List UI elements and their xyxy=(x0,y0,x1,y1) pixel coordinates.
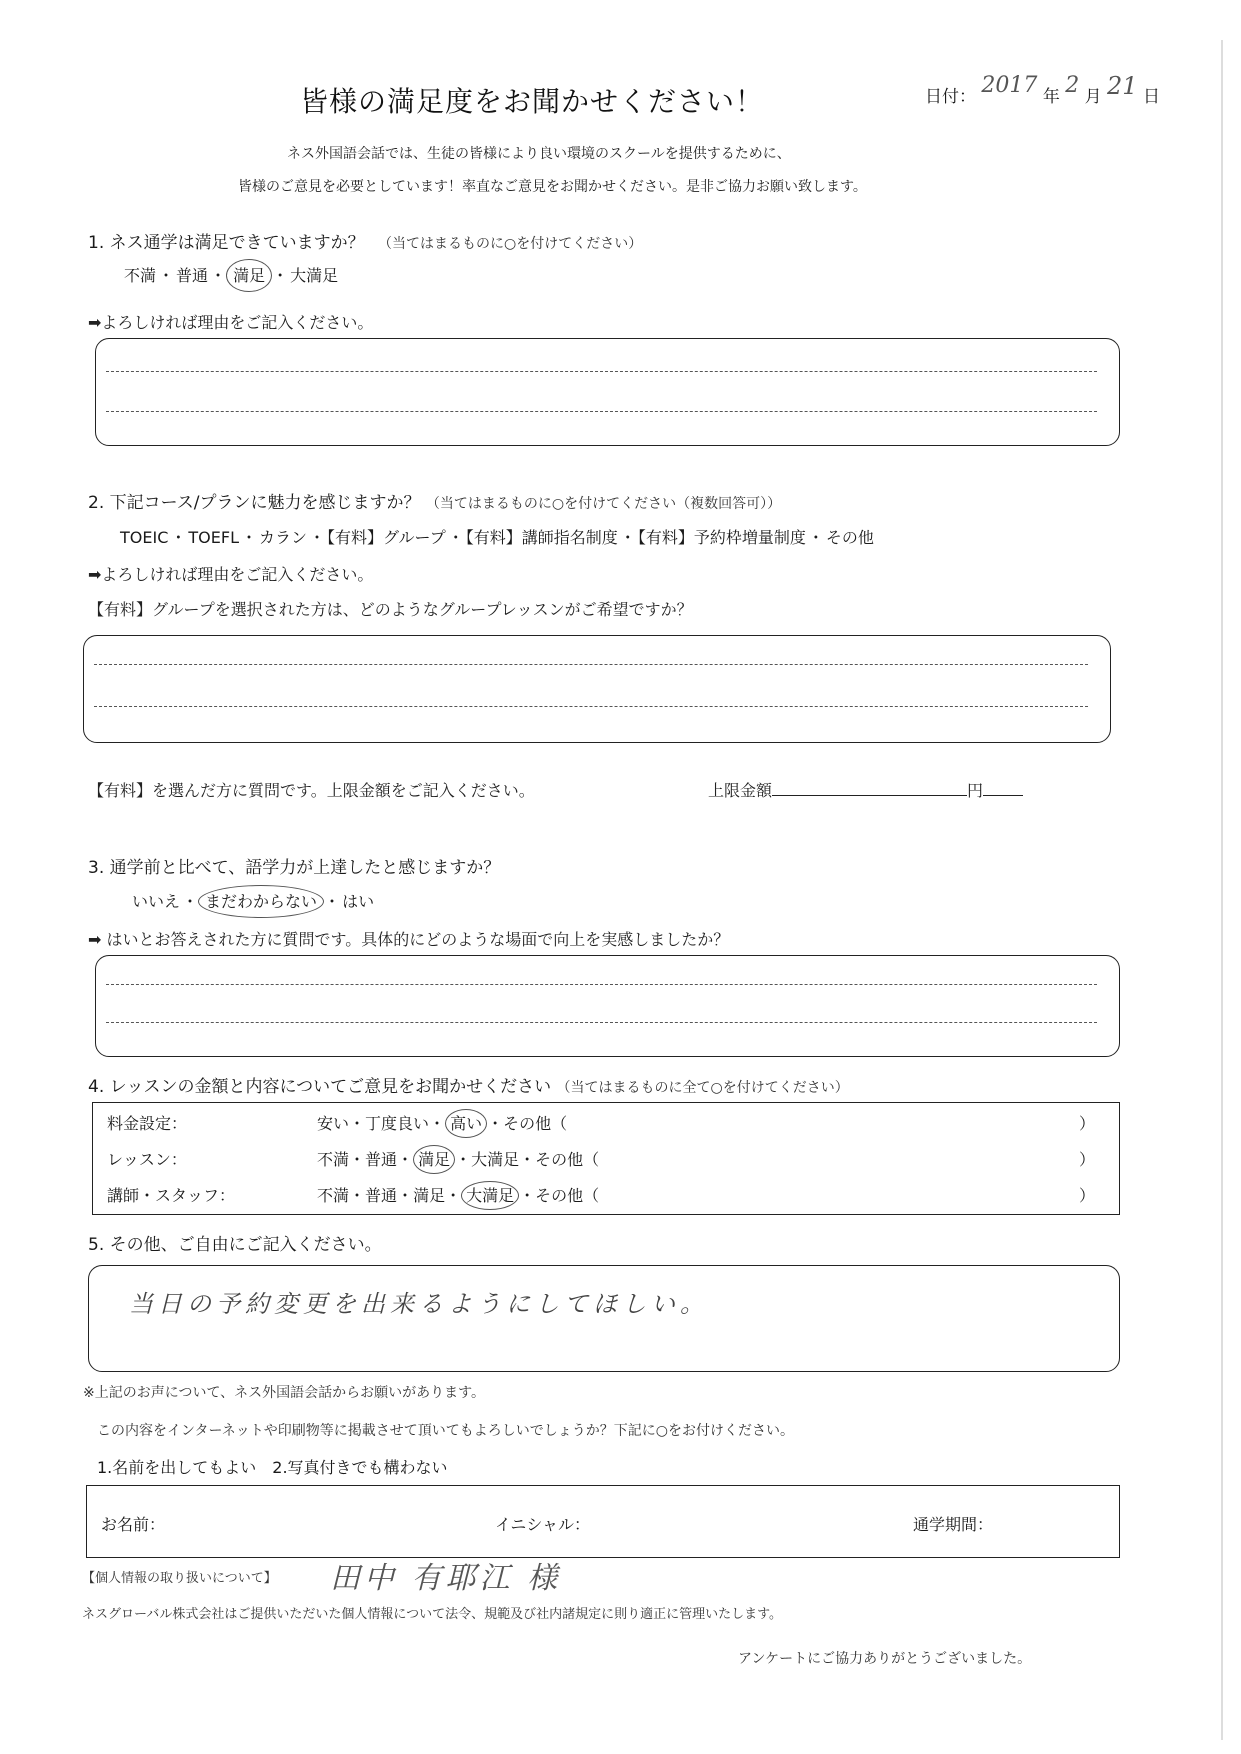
limit-label: 上限金額 xyxy=(708,781,773,800)
month-unit: 月 xyxy=(1084,87,1102,107)
q3-followup: ➡ はいとお答えされた方に質問です。具体的にどのような場面で向上を実感しましたか？ xyxy=(88,930,730,949)
date-label: 日付： xyxy=(925,87,976,107)
q1-question-text: 1. ネス通学は満足できていますか？ xyxy=(88,233,365,253)
separator-dot: ・ xyxy=(519,1150,536,1169)
q2-limit-prompt: 【有料】を選んだ方に質問です。上限金額をご記入ください。 xyxy=(88,781,535,800)
paren-open: （ xyxy=(583,1186,600,1205)
q5-handwritten-answer: 当日の予約変更を出来るようにしてほしい。 xyxy=(129,1290,709,1318)
q4-table xyxy=(92,1102,1120,1215)
separator-dot: ・ xyxy=(349,1186,366,1205)
thanks-text: アンケートにご協力ありがとうございました。 xyxy=(738,1651,1032,1667)
consent-request: この内容をインターネットや印刷物等に掲載させて頂いてもよろしいでしょうか？下記に○をお付けください。 xyxy=(97,1423,794,1439)
date-day[interactable]: 21 xyxy=(1107,72,1138,100)
q4-option[interactable]: 大満足 xyxy=(471,1150,520,1169)
q3-answer-box[interactable] xyxy=(95,955,1120,1057)
q2-question xyxy=(88,488,781,513)
separator-dot: ・ xyxy=(455,1150,472,1169)
q4-option[interactable]: 満足 xyxy=(413,1186,446,1205)
q4-row-label: レッスン： xyxy=(107,1150,187,1169)
q2-option[interactable]: 【有料】予約枠増量制度 xyxy=(637,528,806,547)
scan-edge xyxy=(1221,40,1223,1740)
q4-option[interactable]: 普通 xyxy=(365,1186,398,1205)
q1-question xyxy=(88,228,642,253)
writing-line xyxy=(106,371,1097,372)
separator-dot: ・ xyxy=(519,1186,536,1205)
q4-row xyxy=(107,1147,1105,1170)
separator-dot: ・ xyxy=(397,1150,414,1169)
q4-option-selected[interactable]: 満足 xyxy=(413,1145,455,1174)
q4-option[interactable]: 普通 xyxy=(365,1150,398,1169)
q3-options xyxy=(130,889,376,912)
q4-option[interactable]: その他 xyxy=(535,1150,584,1169)
separator-dot: ・ xyxy=(210,266,227,285)
separator-dot: ・ xyxy=(272,266,289,285)
consent-note: ※上記のお声について、ネス外国語会話からお願いがあります。 xyxy=(83,1385,486,1401)
writing-line xyxy=(94,664,1088,665)
q1-reason-prompt: ➡よろしければ理由をご記入ください。 xyxy=(88,313,374,332)
q2-option[interactable]: 【有料】講師指名制度 xyxy=(465,528,618,547)
q2-reason-box[interactable] xyxy=(83,635,1111,743)
q2-group-prompt: 【有料】グループを選択された方は、どのようなグループレッスンがご希望ですか？ xyxy=(88,600,693,619)
q2-reason-prompt: ➡よろしければ理由をご記入ください。 xyxy=(88,565,374,584)
q2-instruction: （当てはまるものに○を付けてください（複数回答可）） xyxy=(425,496,782,512)
q1-options xyxy=(122,263,340,286)
separator-dot: ・ xyxy=(807,528,824,547)
page-title: 皆様の満足度をお聞かせください！ xyxy=(300,85,765,118)
q1-option[interactable]: 普通 xyxy=(176,266,209,285)
date-field xyxy=(925,72,1160,108)
paren-close: ） xyxy=(1078,1114,1095,1133)
separator-dot: ・ xyxy=(309,528,326,547)
date-month[interactable]: 2 xyxy=(1065,73,1080,98)
q4-option[interactable]: 安い xyxy=(317,1114,350,1133)
separator-dot: ・ xyxy=(447,528,464,547)
initial-label: イニシャル： xyxy=(495,1515,591,1534)
separator-dot: ・ xyxy=(349,1114,366,1133)
separator-dot: ・ xyxy=(487,1114,504,1133)
q4-row-label: 料金設定： xyxy=(107,1114,188,1133)
date-year[interactable]: 2017 xyxy=(981,73,1038,98)
q1-option-selected[interactable]: 満足 xyxy=(226,259,272,292)
q4-question xyxy=(88,1072,849,1097)
q2-options xyxy=(118,525,876,548)
q4-option[interactable]: 不満 xyxy=(317,1150,350,1169)
q2-option[interactable]: カラン xyxy=(259,528,308,547)
separator-dot: ・ xyxy=(170,528,187,547)
handwritten-name: 田中 有耶江 様 xyxy=(330,1561,562,1596)
q1-option[interactable]: 不満 xyxy=(124,266,157,285)
q3-question: 3. 通学前と比べて、語学力が上達したと感じますか？ xyxy=(88,858,501,878)
writing-line xyxy=(94,706,1088,707)
year-unit: 年 xyxy=(1042,87,1060,107)
q3-option[interactable]: はい xyxy=(342,892,375,911)
q4-row xyxy=(107,1111,1105,1134)
q1-option[interactable]: 大満足 xyxy=(290,266,339,285)
separator-dot: ・ xyxy=(619,528,636,547)
name-label: お名前： xyxy=(101,1515,166,1534)
separator-dot: ・ xyxy=(349,1150,366,1169)
q2-option[interactable]: 【有料】グループ xyxy=(327,528,446,547)
q4-option[interactable]: その他 xyxy=(503,1114,552,1133)
separator-dot: ・ xyxy=(429,1114,446,1133)
privacy-text: ネスグローバル株式会社はご提供いただいた個人情報について法令、規範及び社内諸規定に則り適正に管理いたします。 xyxy=(82,1607,783,1622)
q3-option[interactable]: いいえ xyxy=(132,892,181,911)
q2-option[interactable]: TOEFL xyxy=(188,528,239,547)
q4-row-label: 講師・スタッフ： xyxy=(107,1186,236,1205)
writing-line xyxy=(106,1022,1097,1023)
day-unit: 日 xyxy=(1142,87,1160,107)
separator-dot: ・ xyxy=(240,528,257,547)
period-label: 通学期間： xyxy=(913,1515,994,1534)
writing-line xyxy=(106,411,1097,412)
q4-instruction: （当てはまるものに全て○を付けてください） xyxy=(556,1080,849,1096)
q1-instruction: （当てはまるものに○を付けてください） xyxy=(378,236,643,252)
q5-answer-box[interactable] xyxy=(88,1265,1120,1372)
separator-dot: ・ xyxy=(182,892,199,911)
paren-close: ） xyxy=(1078,1150,1095,1169)
q2-option[interactable]: その他 xyxy=(825,528,874,547)
q2-question-text: 2. 下記コース/プランに魅力を感じますか？ xyxy=(88,493,421,513)
q4-row xyxy=(107,1183,1105,1206)
q3-option-selected[interactable]: まだわからない xyxy=(198,885,324,918)
q5-question: 5. その他、ご自由にご記入ください。 xyxy=(88,1235,382,1255)
q2-limit-field xyxy=(708,778,1023,801)
q4-option-selected[interactable]: 大満足 xyxy=(461,1181,519,1210)
q1-reason-box[interactable] xyxy=(95,338,1120,446)
q4-option-selected[interactable]: 高い xyxy=(445,1109,487,1138)
limit-input[interactable] xyxy=(772,781,967,796)
q4-option[interactable]: その他 xyxy=(535,1186,584,1205)
q4-option[interactable]: 不満 xyxy=(317,1186,350,1205)
limit-underline-tail xyxy=(983,781,1023,796)
limit-unit: 円 xyxy=(967,781,984,800)
privacy-heading: 【個人情報の取り扱いについて】 xyxy=(82,1571,277,1586)
separator-dot: ・ xyxy=(397,1186,414,1205)
intro-line-1: ネス外国語会話では、生徒の皆様により良い環境のスクールを提供するために、 xyxy=(287,146,791,162)
paren-open: （ xyxy=(583,1150,600,1169)
consent-options[interactable]: 1.名前を出してもよい 2.写真付きでも構わない xyxy=(97,1458,448,1477)
separator-dot: ・ xyxy=(324,892,341,911)
q2-option[interactable]: TOEIC xyxy=(120,528,169,547)
q4-question-text: 4. レッスンの金額と内容についてご意見をお聞かせください xyxy=(88,1077,552,1097)
separator-dot: ・ xyxy=(445,1186,462,1205)
intro-line-2: 皆様のご意見を必要としています！率直なご意見をお聞かせください。是非ご協力お願い致します。 xyxy=(238,179,867,195)
q4-option[interactable]: 丁度良い xyxy=(365,1114,430,1133)
separator-dot: ・ xyxy=(158,266,175,285)
paren-close: ） xyxy=(1078,1186,1095,1205)
consent-info-box xyxy=(86,1485,1120,1558)
writing-line xyxy=(106,984,1097,985)
paren-open: （ xyxy=(551,1114,568,1133)
